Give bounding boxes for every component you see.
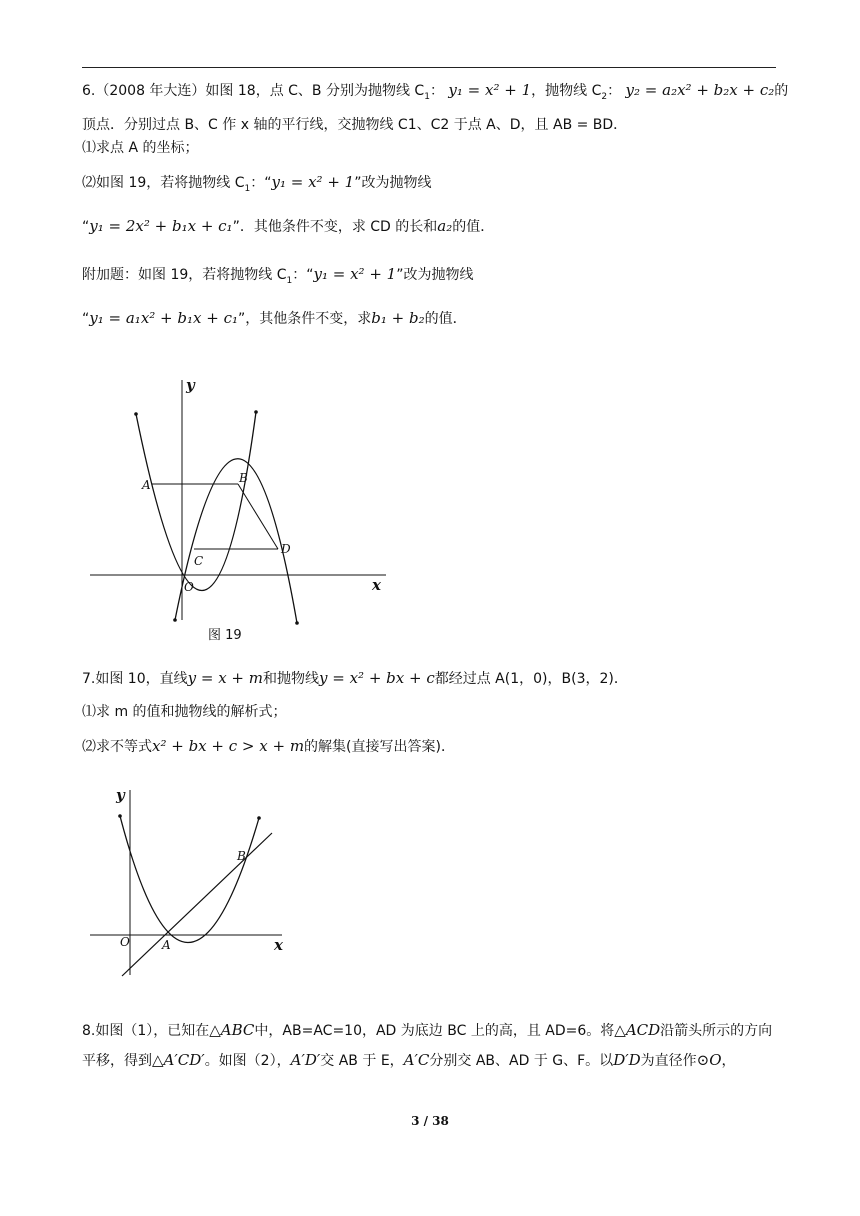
- p6-text: ：: [607, 83, 622, 99]
- p6-text: ”．其他条件不变，求 CD 的长和: [232, 219, 438, 235]
- x-axis-label: x: [274, 936, 283, 954]
- p6-text: ：“: [250, 175, 272, 191]
- p8-text: 8.如图（1），已知在: [82, 1023, 210, 1039]
- figure-19-svg: [80, 370, 400, 640]
- endpoint-dot: [118, 814, 122, 818]
- p7-text: 和抛物线: [263, 671, 319, 687]
- endpoint-dot: [257, 816, 261, 820]
- page-number: 3 / 38: [411, 1114, 449, 1128]
- figure-19-caption: 图 19: [208, 628, 242, 643]
- p6-q1: ⑴求点 A 的坐标；: [82, 140, 199, 156]
- p6-text: 的值．: [452, 219, 495, 235]
- p6-eq-a2: a₂: [437, 217, 453, 235]
- p8-text: 分别交 AB、AD 于 G、F。以: [429, 1053, 614, 1069]
- p7-eq-parabola: y = x² + bx + c: [319, 669, 435, 687]
- p6-text: 6.（2008 年大连）如图 18，点 C、B 分别为抛物线 C: [82, 83, 425, 99]
- point-b-label: B: [237, 849, 246, 863]
- p7-text: 的解集(直接写出答案)．: [304, 739, 455, 755]
- p7-text: 7.如图 10，直线: [82, 671, 188, 687]
- y-axis-label: y: [186, 376, 195, 394]
- p6-text: ⑵如图 19，若将抛物线 C: [82, 175, 245, 191]
- p8-segment: A′C: [403, 1051, 430, 1069]
- origin-label: O: [120, 935, 130, 949]
- parabola-c2: [175, 459, 297, 623]
- p6-text: ”，其他条件不变，求: [237, 311, 372, 327]
- p8-segment: D′D: [613, 1051, 641, 1069]
- p7-q1: ⑴求 m 的值和抛物线的解析式；: [82, 704, 287, 720]
- p6-q2-line2: [82, 216, 494, 237]
- p6-eq: y₁ = 2x² + b₁x + c₁: [89, 217, 233, 235]
- p6-text: “: [82, 219, 90, 235]
- x-axis-label: x: [372, 576, 381, 594]
- p7-eq-line: y = x + m: [187, 669, 263, 687]
- p8-text: ，: [721, 1053, 736, 1069]
- point-d-label: D: [281, 542, 291, 556]
- endpoint-dot: [173, 618, 177, 622]
- p6-sub: 1: [286, 275, 293, 286]
- p8-text: 平移，得到: [82, 1053, 152, 1069]
- p6-text: ，抛物线 C: [531, 83, 602, 99]
- p6-text: 的值．: [424, 311, 467, 327]
- p7-q2: [82, 736, 455, 757]
- p7-text: 都经过点 A(1，0)，B(3，2)．: [434, 671, 628, 687]
- origin-label: O: [184, 580, 194, 594]
- p6-eq: y₁ = x² + 1: [313, 265, 397, 283]
- p6-eq: y₁ = x² + 1: [271, 173, 355, 191]
- p8-text: 为直径作: [640, 1053, 697, 1069]
- segment-bd: [238, 484, 278, 549]
- endpoint-dot: [134, 412, 138, 416]
- p6-eq-c1: y₁ = x² + 1: [448, 81, 532, 99]
- p6-text: 的: [774, 83, 789, 99]
- p8-circle-o: ⊙O: [696, 1051, 722, 1069]
- p8-triangle-acd-prime: △A′CD′: [152, 1051, 205, 1069]
- p8-triangle-acd: △ACD: [614, 1021, 661, 1039]
- p6-text: ”改为抛物线: [396, 267, 474, 283]
- p6-sub: 1: [244, 183, 251, 194]
- figure-19: [80, 370, 400, 640]
- p6-extra-line1: [82, 264, 473, 285]
- p8-triangle-abc: △ABC: [209, 1021, 255, 1039]
- p8-text: 交 AB 于 E，: [320, 1053, 404, 1069]
- header-rule: [82, 67, 776, 68]
- y-axis-label: y: [116, 786, 125, 804]
- p7-text: ⑵求不等式: [82, 739, 152, 755]
- p6-text: 附加题：如图 19，若将抛物线 C: [82, 267, 287, 283]
- p6-text: ：“: [292, 267, 314, 283]
- p8-segment: A′D′: [290, 1051, 321, 1069]
- p6-text: ：: [429, 83, 444, 99]
- p8-text: 中，AB=AC=10，AD 为底边 BC 上的高，且 AD=6。将: [254, 1023, 615, 1039]
- p6-eq-c2: y₂ = a₂x² + b₂x + c₂: [625, 81, 775, 99]
- p7-eq-inequality: x² + bx + c > x + m: [152, 737, 305, 755]
- p6-line2: 顶点．分别过点 B、C 作 x 轴的平行线，交抛物线 C1、C2 于点 A、D，且 AB = BD．: [82, 117, 628, 133]
- point-a-label: A: [162, 938, 171, 952]
- figure-10-svg: [82, 780, 302, 985]
- p6-sub: 1: [424, 91, 430, 102]
- p6-text: ”改为抛物线: [354, 175, 432, 191]
- p6-extra-line2: [82, 308, 467, 329]
- p8-text: 。如图（2），: [204, 1053, 291, 1069]
- line-y-x-m: [122, 833, 272, 976]
- p6-q2-line1: [82, 172, 431, 193]
- figure-10: [82, 780, 302, 985]
- parabola: [120, 816, 259, 943]
- p8-text: 沿箭头所示的方向: [660, 1023, 773, 1039]
- p7-line1: [82, 668, 628, 689]
- point-c-label: C: [194, 554, 204, 568]
- p6-eq: y₁ = a₁x² + b₁x + c₁: [89, 309, 238, 327]
- point-b-label: B: [239, 471, 248, 485]
- endpoint-dot: [254, 410, 258, 414]
- p6-sub: 2: [601, 91, 608, 102]
- p6-line1: [82, 80, 788, 101]
- endpoint-dot: [295, 621, 299, 625]
- p6-eq-sum: b₁ + b₂: [371, 309, 425, 327]
- p6-text: “: [82, 311, 90, 327]
- p8-line2: [82, 1050, 736, 1071]
- p8-line1: [82, 1020, 772, 1041]
- point-a-label: A: [142, 478, 151, 492]
